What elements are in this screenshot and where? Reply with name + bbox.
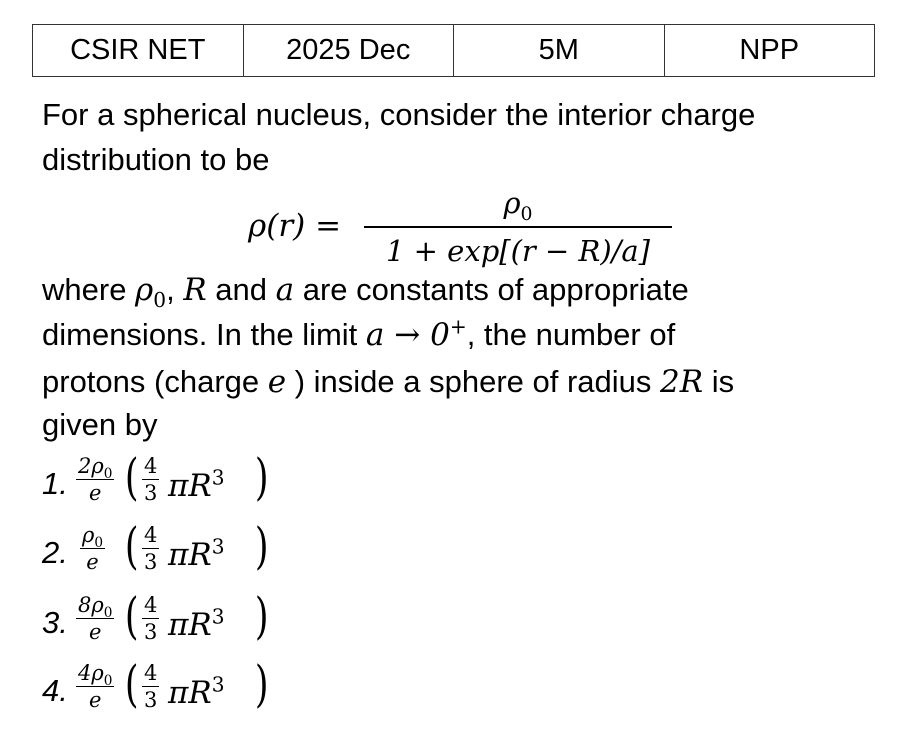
option-4[interactable] (42, 655, 362, 719)
option-pi-r: $\pi R^3$ (168, 672, 225, 711)
right-paren: ) (254, 448, 269, 506)
option-pi-r: $\pi R^3$ (168, 604, 225, 643)
option-inner-fraction: $\frac{4}{3}$ (144, 454, 158, 505)
right-paren: ) (254, 517, 269, 575)
question-line-3: where $\rho_0$, R and a are constants of appropriate (42, 272, 689, 313)
question-line-2: distribution to be (42, 142, 270, 177)
left-paren: ( (124, 448, 139, 506)
question-line-6: given by (42, 407, 158, 442)
left-paren: ( (124, 587, 139, 645)
charge-distribution-formula (248, 186, 688, 266)
option-inner-fraction: $\frac{4}{3}$ (144, 661, 158, 712)
left-paren: ( (124, 517, 139, 575)
header-cell-exam: CSIR NET (33, 25, 244, 77)
header-cell-session: 2025 Dec (243, 25, 454, 77)
option-coefficient: $\frac{8\rho_0}{e}$ (78, 593, 113, 644)
header-cell-topic: NPP (664, 25, 875, 77)
header-row (33, 25, 875, 77)
option-pi-r: $\pi R^3$ (168, 465, 225, 504)
option-3[interactable] (42, 587, 362, 651)
formula-numerator: $\rho_0$ (364, 186, 672, 228)
right-paren: ) (254, 587, 269, 645)
option-coefficient: $\frac{\rho_0}{e}$ (82, 523, 104, 574)
option-label: 4. (42, 673, 68, 708)
option-1[interactable] (42, 448, 362, 512)
option-label: 1. (42, 466, 68, 501)
option-coefficient: $\frac{2\rho_0}{e}$ (78, 454, 113, 505)
question-line-4: dimensions. In the limit a → 0+, the number of (42, 314, 676, 353)
question-line-1: For a spherical nucleus, consider the interior charge (42, 97, 756, 132)
option-label: 2. (42, 535, 68, 570)
option-inner-fraction: $\frac{4}{3}$ (144, 593, 158, 644)
header-cell-marks: 5M (454, 25, 665, 77)
question-line-5: protons (charge e ) inside a sphere of radius 2R is (42, 364, 735, 400)
formula-fraction (364, 186, 672, 268)
option-2[interactable] (42, 517, 362, 581)
right-paren: ) (254, 655, 269, 713)
option-label: 3. (42, 605, 68, 640)
header-table (32, 24, 875, 77)
left-paren: ( (124, 655, 139, 713)
option-inner-fraction: $\frac{4}{3}$ (144, 523, 158, 574)
formula-lhs: ρ(r) = (248, 208, 342, 244)
formula-denominator: 1 + exp[(r − R)/a] (385, 234, 651, 268)
option-pi-r: $\pi R^3$ (168, 534, 225, 573)
option-coefficient: $\frac{4\rho_0}{e}$ (78, 661, 113, 712)
